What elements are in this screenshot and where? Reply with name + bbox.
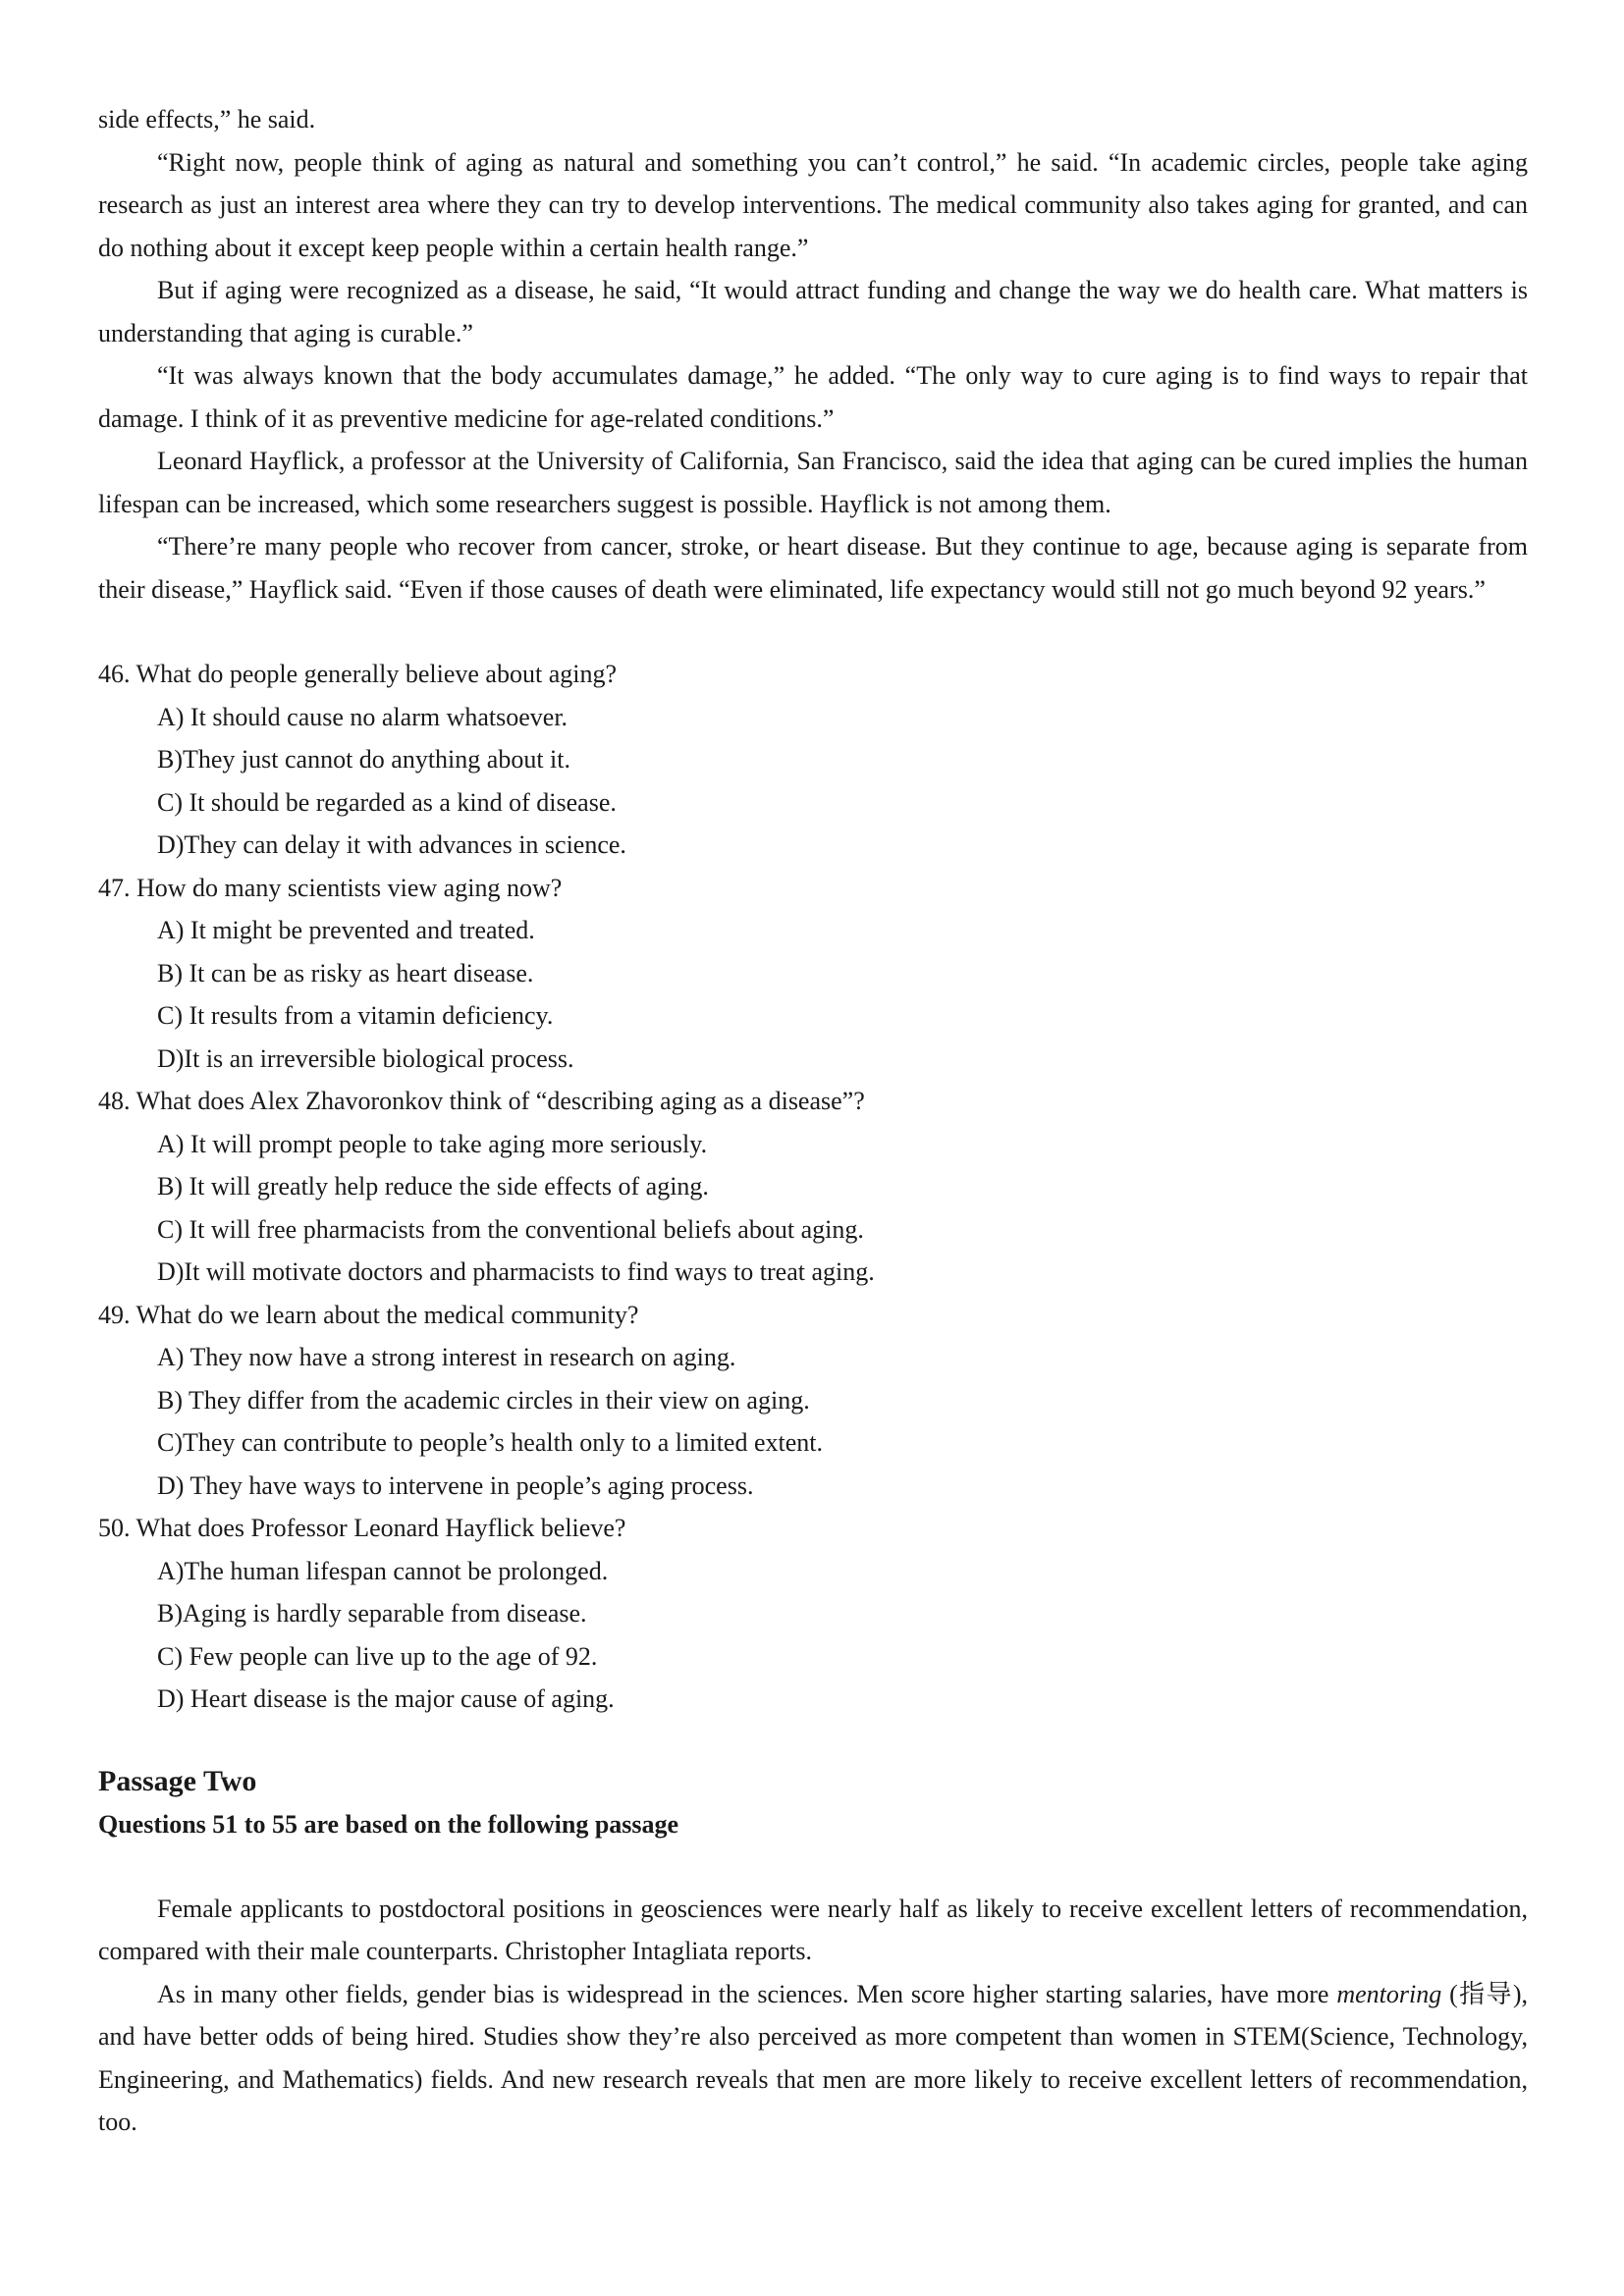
passage-two-paragraph-2 bbox=[98, 1973, 1528, 2144]
answer-option: B) It can be as risky as heart disease. bbox=[157, 958, 534, 988]
question-stem: 47. How do many scientists view aging now? bbox=[98, 873, 563, 902]
answer-option: A)The human lifespan cannot be prolonged. bbox=[157, 1556, 609, 1585]
question-stem: 50. What does Professor Leonard Hayflick believe? bbox=[98, 1514, 626, 1542]
answer-option: B)They just cannot do anything about it. bbox=[157, 745, 570, 774]
answer-option: B) They differ from the academic circles in their view on aging. bbox=[157, 1385, 810, 1415]
question-50 bbox=[98, 1507, 1528, 1721]
answer-option: D) Heart disease is the major cause of aging. bbox=[157, 1684, 615, 1713]
answer-option: D) They have ways to intervene in people’s aging process. bbox=[157, 1470, 754, 1500]
passage-two-title: Passage Two bbox=[98, 1764, 257, 1797]
answer-option: A) It might be prevented and treated. bbox=[157, 916, 535, 944]
answer-option: D)It is an irreversible biological process. bbox=[157, 1043, 574, 1073]
passage-one-paragraph-4: “It was always known that the body accumulates damage,” he added. “The only way to cure aging is to find ways to repair that damage. I think of it as preventive medicine for age-related conditions.” bbox=[98, 361, 1528, 433]
answer-option: C)They can contribute to people’s health only to a limited extent. bbox=[157, 1428, 823, 1457]
paragraph-text: (指导), and have better odds of being hired. Studies show they’re also perceived as more competent than women in STEM(Science, Technology, Engineering, and Mathematics) fields. And new research reveals that men are more likely to receive excellent letters of recommendation, too. bbox=[98, 1979, 1528, 2136]
document-page bbox=[98, 98, 1528, 2144]
answer-option: A) They now have a strong interest in research on aging. bbox=[157, 1343, 736, 1371]
passage-one-paragraph-3: But if aging were recognized as a disease, he said, “It would attract funding and change the way we do health care. What matters is understanding that aging is curable.” bbox=[98, 276, 1528, 347]
passage-one-paragraph-1: side effects,” he said. bbox=[98, 105, 316, 133]
italic-term: mentoring bbox=[1336, 1979, 1442, 2008]
answer-option: A) It should cause no alarm whatsoever. bbox=[157, 702, 568, 731]
answer-option: A) It will prompt people to take aging more seriously. bbox=[157, 1129, 708, 1158]
paragraph-text: As in many other fields, gender bias is widespread in the sciences. Men score higher starting salaries, have more bbox=[157, 1979, 1337, 2008]
passage-one-paragraph-6: “There’re many people who recover from cancer, stroke, or heart disease. But they continue to age, because aging is separate from their disease,” Hayflick said. “Even if those causes of death were eliminated, life expectancy would still not go much beyond 92 years.” bbox=[98, 532, 1528, 604]
answer-option: C) Few people can live up to the age of 92. bbox=[157, 1641, 598, 1671]
question-stem: 46. What do people generally believe about aging? bbox=[98, 660, 617, 688]
answer-option: D)They can delay it with advances in science. bbox=[157, 830, 626, 859]
passage-one-paragraph-2: “Right now, people think of aging as natural and something you can’t control,” he said. “In academic circles, people take aging research as just an interest area where they can try to develop interventions. The medical community also takes aging for granted, and can do nothing about it except keep people within a certain health range.” bbox=[98, 147, 1528, 262]
question-46 bbox=[98, 653, 1528, 867]
question-49 bbox=[98, 1294, 1528, 1508]
answer-option: B)Aging is hardly separable from disease. bbox=[157, 1599, 587, 1628]
question-stem: 49. What do we learn about the medical community? bbox=[98, 1300, 639, 1329]
question-48 bbox=[98, 1080, 1528, 1294]
passage-two-subtitle: Questions 51 to 55 are based on the following passage bbox=[98, 1809, 679, 1839]
answer-option: C) It should be regarded as a kind of disease. bbox=[157, 787, 617, 817]
passage-two-paragraph-1: Female applicants to postdoctoral positions in geosciences were nearly half as likely to receive excellent letters of recommendation, compared with their male counterparts. Christopher Intagliata reports. bbox=[98, 1894, 1528, 1965]
question-list bbox=[98, 653, 1528, 1721]
question-47 bbox=[98, 867, 1528, 1081]
passage-one-paragraph-5: Leonard Hayflick, a professor at the University of California, San Francisco, said the idea that aging can be cured implies the human lifespan can be increased, which some researchers suggest is possible. Hayflick is not among them. bbox=[98, 447, 1528, 518]
answer-option: B) It will greatly help reduce the side effects of aging. bbox=[157, 1172, 709, 1201]
answer-option: C) It results from a vitamin deficiency. bbox=[157, 1001, 554, 1030]
answer-option: D)It will motivate doctors and pharmacists to find ways to treat aging. bbox=[157, 1257, 875, 1286]
question-stem: 48. What does Alex Zhavoronkov think of “describing aging as a disease”? bbox=[98, 1087, 865, 1115]
answer-option: C) It will free pharmacists from the conventional beliefs about aging. bbox=[157, 1214, 864, 1244]
